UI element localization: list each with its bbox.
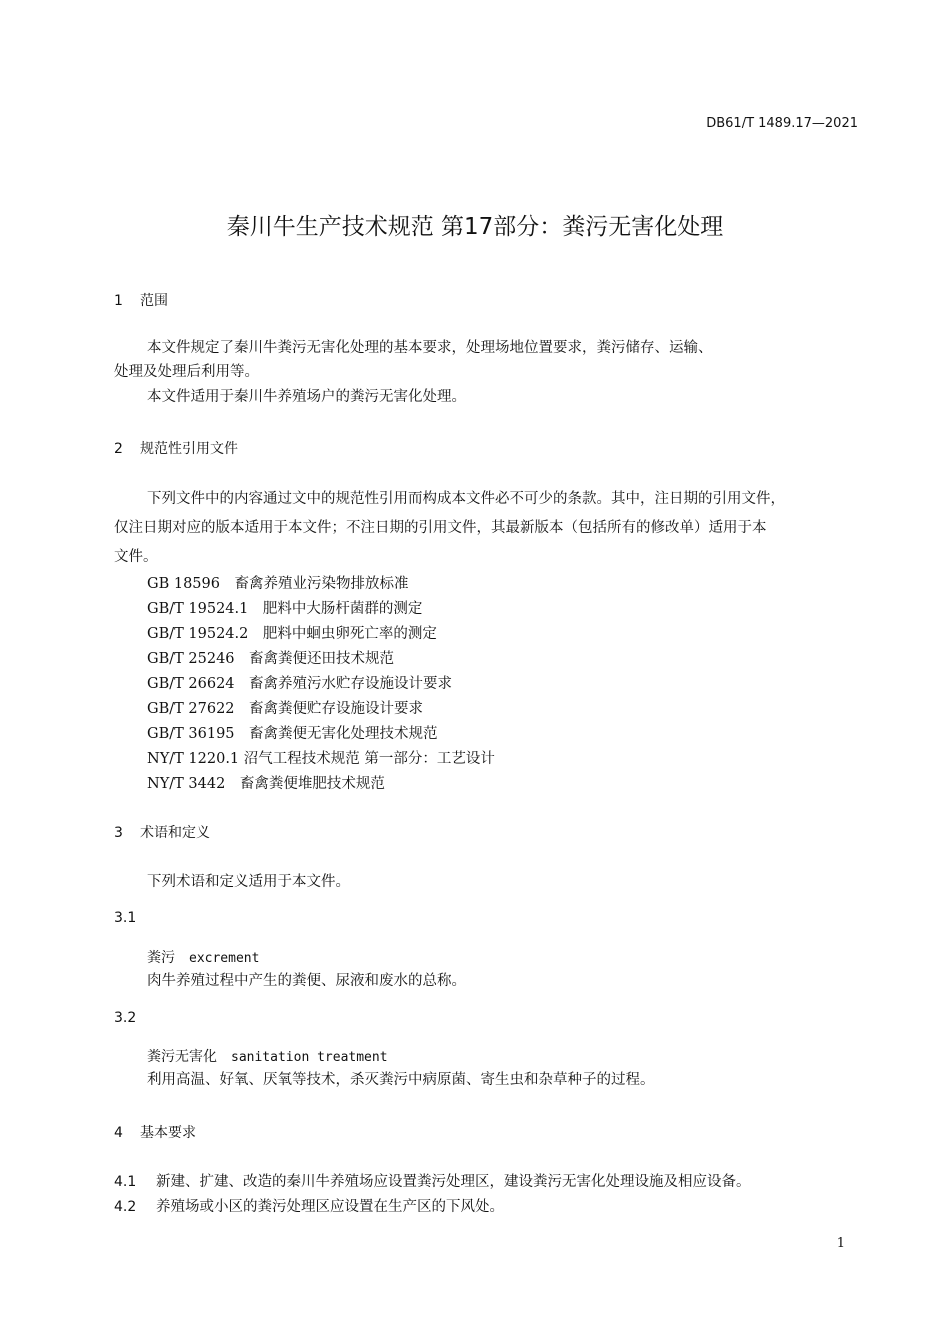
- s2-para-line1: 下列文件中的内容通过文中的规范性引用而构成本文件必不可少的条款。其中，注日期的引用文件，: [147, 491, 785, 507]
- clause-number: 4.2: [114, 1199, 137, 1215]
- page-number: 1: [836, 1236, 845, 1251]
- section-title: 范围: [140, 293, 168, 309]
- section-number: 3: [114, 825, 123, 841]
- section-number: 4: [114, 1125, 123, 1141]
- clause-4-1: [114, 1170, 751, 1191]
- section-number: 2: [114, 441, 123, 457]
- s1-para2: 本文件适用于秦川牛养殖场户的粪污无害化处理。: [147, 389, 466, 405]
- term-english: sanitation treatment: [231, 1050, 388, 1065]
- section-title: 基本要求: [140, 1125, 196, 1141]
- term-definition: 利用高温、好氧、厌氧等技术，杀灭粪污中病原菌、寄生虫和杂草种子的过程。: [147, 1072, 655, 1088]
- term-chinese: 粪污无害化: [147, 1049, 217, 1065]
- term-heading: [147, 947, 259, 967]
- section-title: 规范性引用文件: [140, 441, 238, 457]
- term-english: excrement: [189, 951, 260, 966]
- reference-item: GB/T 36195 畜禽粪便无害化处理技术规范: [147, 726, 438, 742]
- s2-para-line2: 仅注日期对应的版本适用于本文件；不注日期的引用文件，其最新版本（包括所有的修改单）适用于本: [114, 520, 767, 536]
- section-2-heading: [114, 438, 238, 458]
- reference-item: GB/T 25246 畜禽粪便还田技术规范: [147, 651, 395, 667]
- term-chinese: 粪污: [147, 950, 175, 966]
- term-heading: [147, 1046, 388, 1066]
- section-number: 1: [114, 293, 123, 309]
- reference-item: GB/T 27622 畜禽粪便贮存设施设计要求: [147, 701, 424, 717]
- clause-number: 4.1: [114, 1174, 137, 1190]
- section-1-heading: [114, 290, 168, 310]
- term-definition: 肉牛养殖过程中产生的粪便、尿液和废水的总称。: [147, 973, 466, 989]
- s2-para-line3: 文件。: [114, 549, 158, 565]
- s1-para1-line2: 处理及处理后利用等。: [114, 364, 259, 380]
- clause-4-2: [114, 1195, 504, 1216]
- section-4-heading: [114, 1122, 196, 1142]
- section-title: 术语和定义: [140, 825, 210, 841]
- reference-item: GB 18596 畜禽养殖业污染物排放标准: [147, 576, 409, 592]
- clause-text: 养殖场或小区的粪污处理区应设置在生产区的下风处。: [156, 1199, 504, 1215]
- document-code: DB61/T 1489.17—2021: [706, 116, 858, 131]
- clause-text: 新建、扩建、改造的秦川牛养殖场应设置粪污处理区，建设粪污无害化处理设施及相应设备。: [156, 1174, 751, 1190]
- reference-item: NY/T 3442 畜禽粪便堆肥技术规范: [147, 776, 385, 792]
- reference-item: GB/T 26624 畜禽养殖污水贮存设施设计要求: [147, 676, 453, 692]
- term-number: 3.1: [114, 910, 137, 926]
- reference-item: NY/T 1220.1 沼气工程技术规范 第一部分：工艺设计: [147, 751, 495, 767]
- reference-item: GB/T 19524.1 肥料中大肠杆菌群的测定: [147, 601, 423, 617]
- s3-intro: 下列术语和定义适用于本文件。: [147, 874, 350, 890]
- s1-para1-line1: 本文件规定了秦川牛粪污无害化处理的基本要求，处理场地位置要求，粪污储存、运输、: [147, 340, 713, 356]
- term-number: 3.2: [114, 1010, 137, 1026]
- reference-item: GB/T 19524.2 肥料中蛔虫卵死亡率的测定: [147, 626, 437, 642]
- section-3-heading: [114, 822, 210, 842]
- document-title: 秦川牛生产技术规范 第17部分：粪污无害化处理: [226, 214, 724, 240]
